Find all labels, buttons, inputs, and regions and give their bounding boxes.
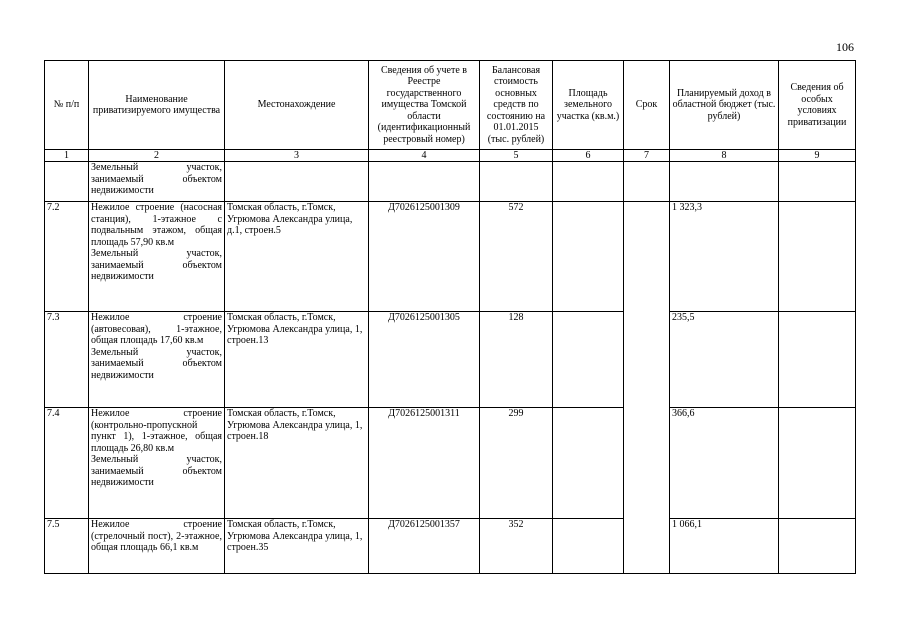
header-cell: Площадь земельного участка (кв.м.) [553, 61, 624, 150]
table-row [45, 202, 856, 312]
table-row [45, 519, 856, 574]
location-cell: Томская область, г.Томск, Угрюмова Александра улица, 1, строен.13 [225, 312, 369, 408]
land-plot-name: Земельный участок, занимаемый объектом недвижимости [91, 454, 222, 488]
land-area-cell [553, 202, 624, 312]
building-name: Нежилое строение (стрелочный пост), 2-этажное, общая площадь 66,1 кв.м [91, 519, 222, 553]
header-cell: Планируемый доход в областной бюджет (тыс. рублей) [670, 61, 779, 150]
conditions-cell [779, 202, 856, 312]
building-name: Нежилое строение (автовесовая), 1-этажное, общая площадь 17,60 кв.м [91, 312, 222, 346]
page-number: 106 [836, 40, 854, 54]
row-number-cell: 7.2 [45, 202, 89, 312]
column-number-cell: 4 [369, 150, 480, 162]
income-cell: 1 066,1 [670, 519, 779, 574]
name-cell [89, 202, 225, 312]
row-number-cell: 7.3 [45, 312, 89, 408]
term-cell [624, 162, 670, 202]
table-row [45, 162, 856, 202]
registry-id-cell: Д7026125001309 [369, 202, 480, 312]
name-cell: Земельный участок, занимаемый объектом недвижимости [89, 162, 225, 202]
conditions-cell [779, 408, 856, 519]
term-cell-merged [624, 202, 670, 574]
row-number-cell: 7.4 [45, 408, 89, 519]
location-cell: Томская область, г.Томск, Угрюмова Александра улица, д.1, строен.5 [225, 202, 369, 312]
header-cell: № п/п [45, 61, 89, 150]
column-number-cell: 7 [624, 150, 670, 162]
column-number-cell: 2 [89, 150, 225, 162]
column-number-cell: 8 [670, 150, 779, 162]
balance-cell [480, 162, 553, 202]
header-cell: Срок [624, 61, 670, 150]
header-cell: Сведения об учете в Реестре государственного имущества Томской области (идентификационный реестровый номер) [369, 61, 480, 150]
registry-id-cell: Д7026125001311 [369, 408, 480, 519]
row-number-cell [45, 162, 89, 202]
column-number-row [45, 150, 856, 162]
column-number-cell: 1 [45, 150, 89, 162]
conditions-cell [779, 519, 856, 574]
column-number-cell: 9 [779, 150, 856, 162]
income-cell: 366,6 [670, 408, 779, 519]
conditions-cell [779, 162, 856, 202]
balance-cell: 352 [480, 519, 553, 574]
header-cell: Местонахождение [225, 61, 369, 150]
land-plot-name: Земельный участок, занимаемый объектом недвижимости [91, 346, 222, 381]
building-name: Нежилое строение (контрольно-пропускной пункт 1), 1-этажное, общая площадь 26,80 кв.м [91, 408, 222, 454]
land-area-cell [553, 312, 624, 408]
column-number-cell: 6 [553, 150, 624, 162]
building-name: Нежилое строение (насосная станция), 1-этажное с подвальным этажом, общая площадь 57,90 кв.м [91, 202, 222, 248]
name-cell [89, 519, 225, 574]
row-number-cell: 7.5 [45, 519, 89, 574]
privatization-table [44, 60, 856, 574]
land-area-cell [553, 408, 624, 519]
header-cell: Балансовая стоимость основных средств по состоянию на 01.01.2015 (тыс. рублей) [480, 61, 553, 150]
header-cell: Наименование приватизируемого имущества [89, 61, 225, 150]
income-cell [670, 162, 779, 202]
income-cell: 235,5 [670, 312, 779, 408]
name-cell [89, 408, 225, 519]
land-plot-name: Земельный участок, занимаемый объектом недвижимости [91, 248, 222, 282]
column-number-cell: 3 [225, 150, 369, 162]
land-area-cell [553, 519, 624, 574]
registry-id-cell [369, 162, 480, 202]
balance-cell: 299 [480, 408, 553, 519]
land-area-cell [553, 162, 624, 202]
table-row [45, 408, 856, 519]
name-cell [89, 312, 225, 408]
conditions-cell [779, 312, 856, 408]
registry-id-cell: Д7026125001305 [369, 312, 480, 408]
location-cell: Томская область, г.Томск, Угрюмова Александра улица, 1, строен.18 [225, 408, 369, 519]
balance-cell: 128 [480, 312, 553, 408]
header-cell: Сведения об особых условиях приватизации [779, 61, 856, 150]
header-row [45, 61, 856, 150]
column-number-cell: 5 [480, 150, 553, 162]
registry-id-cell: Д7026125001357 [369, 519, 480, 574]
table-row [45, 312, 856, 408]
location-cell: Томская область, г.Томск, Угрюмова Александра улица, 1, строен.35 [225, 519, 369, 574]
location-cell [225, 162, 369, 202]
balance-cell: 572 [480, 202, 553, 312]
income-cell: 1 323,3 [670, 202, 779, 312]
